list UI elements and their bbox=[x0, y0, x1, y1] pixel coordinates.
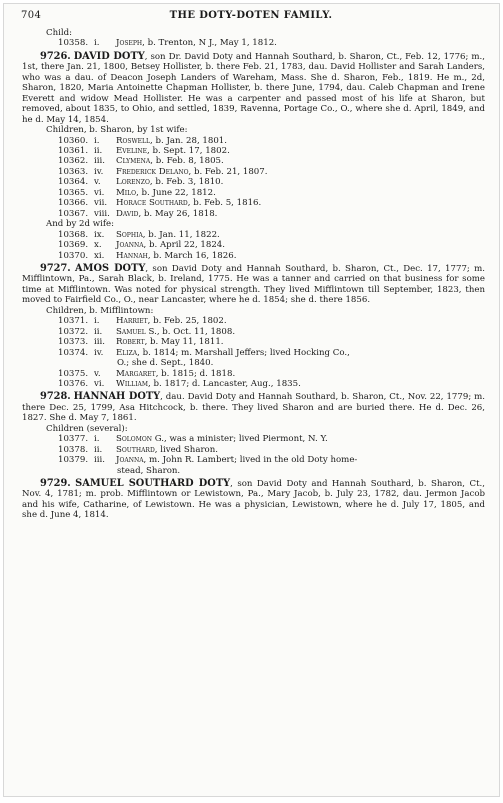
child-details: , was a minister; lived Piermont, N. Y. bbox=[164, 434, 328, 445]
child-entry bbox=[22, 146, 485, 156]
child-entry bbox=[22, 379, 485, 389]
child-details: , b. Sept. 17, 1802. bbox=[146, 145, 230, 156]
child-name: Lorenzo bbox=[116, 177, 150, 188]
children-label: Children (several): bbox=[46, 423, 128, 434]
child-id: 10358. bbox=[58, 38, 89, 49]
child-entry bbox=[22, 38, 485, 48]
child-entry bbox=[22, 136, 485, 146]
child-id: 10360. bbox=[58, 135, 89, 146]
child-roman: i. bbox=[94, 434, 100, 445]
child-id: 10365. bbox=[58, 187, 89, 198]
child-roman: v. bbox=[94, 368, 101, 379]
child-name: Joanna bbox=[116, 455, 144, 466]
child-details: , lived Sharon. bbox=[154, 444, 218, 455]
child-id: 10368. bbox=[58, 229, 89, 240]
child-roman: v. bbox=[94, 177, 101, 188]
child-name: Solomon G. bbox=[116, 434, 165, 445]
child-name: David bbox=[116, 208, 139, 219]
child-details: , b. Jan. 11, 1822. bbox=[142, 229, 220, 240]
child-entry bbox=[22, 455, 485, 465]
child-entry bbox=[22, 188, 485, 198]
running-title: THE DOTY-DOTEN FAMILY. bbox=[169, 10, 333, 21]
child-roman: xi. bbox=[94, 250, 105, 261]
child-entry bbox=[22, 251, 485, 261]
child-entry bbox=[22, 337, 485, 347]
child-name: Joanna bbox=[116, 240, 144, 251]
page-body bbox=[22, 28, 485, 521]
child-id: 10362. bbox=[58, 156, 89, 167]
child-roman: iii. bbox=[94, 455, 105, 466]
child-id: 10372. bbox=[58, 326, 89, 337]
entry-name: DAVID DOTY bbox=[73, 50, 145, 62]
child-name: Eliza bbox=[116, 347, 138, 358]
child-id: 10361. bbox=[58, 145, 89, 156]
entry-name: HANNAH DOTY bbox=[73, 391, 161, 403]
top-children-label: Child: bbox=[46, 28, 73, 38]
child-details-continued: O.; she d. Sept., 1840. bbox=[117, 358, 214, 369]
genealogy-entry bbox=[22, 264, 485, 306]
child-id: 10370. bbox=[58, 250, 89, 261]
child-details: , b. Feb. 8, 1805. bbox=[150, 156, 224, 167]
child-name: Sophia bbox=[116, 229, 143, 240]
child-name: Joseph bbox=[116, 38, 143, 49]
child-roman: ii. bbox=[94, 326, 103, 337]
child-name: Eveline bbox=[116, 145, 147, 156]
child-id: 10377. bbox=[58, 434, 89, 445]
entry-name: SAMUEL SOUTHARD DOTY bbox=[75, 478, 231, 490]
running-header bbox=[21, 10, 481, 24]
child-id: 10367. bbox=[58, 208, 89, 219]
child-entry bbox=[22, 156, 485, 166]
child-roman: ix. bbox=[94, 229, 105, 240]
child-details: , b. 1814; m. Marshall Jeffers; lived Hocking Co., bbox=[137, 347, 350, 358]
entry-number: 9727. bbox=[40, 262, 71, 274]
child-entry bbox=[22, 209, 485, 219]
entries-list bbox=[22, 49, 485, 521]
child-id: 10374. bbox=[58, 347, 89, 358]
child-entry bbox=[22, 369, 485, 379]
child-roman: vii. bbox=[94, 198, 108, 209]
entry-text: , son David Doty and Hannah Southard, b. Sharon, Ct., Nov. 4, 1781; m. prob. Mifflintown or Lewistown, Pa., Mary Jacob, b. July 23, 1782, dau. Jermon Jacob and his wife, Catharine, of Lewistown. He was a physician, Lewistown, where he d. July 17, 1805, and she d. June 4, 1814. bbox=[22, 479, 485, 521]
child-name: Samuel S. bbox=[116, 326, 157, 337]
entry-text: , son Dr. David Doty and Hannah Southard, b. Sharon, Ct., Feb. 12, 1776; m., 1st, there Jan. 21, 1800, Betsey Hollister, b. there Feb. 21, 1783, dau. David Hollister and Sarah Landers, who was a dau. of Deacon Joseph Landers of Wareham, Mass. She d. Sharon, Feb., 1819. He m., 2d, Sharon, 1820, Maria Antoinette Chapman Hollister, b. there June, 1794, dau. Caleb Chapman and Irene Everett and widow Mead Hollister. He was a carpenter and passed most of his life at Sharon, but removed, about 1835, to Ohio, and settled, 1839, Ravenna, Portage Co., O., where she d. April, 1849, and he d. May 14, 1854. bbox=[22, 51, 485, 125]
book-page bbox=[3, 3, 500, 797]
child-roman: ii. bbox=[94, 145, 103, 156]
child-roman: iv. bbox=[94, 166, 104, 177]
child-entry bbox=[22, 327, 485, 337]
child-name: Frederick Delano bbox=[116, 166, 189, 177]
child-roman: iv. bbox=[94, 347, 104, 358]
child-roman: viii. bbox=[94, 208, 110, 219]
child-name: Clymena bbox=[116, 156, 151, 167]
child-entry bbox=[22, 198, 485, 208]
entry-text: , dau. David Doty and Hannah Southard, b. Sharon, Ct., Nov. 22, 1779; m. there Dec. 25, 1799, Asa Hitchcock, b. there. They lived Sharon and are buried there. He d. Dec. 26, 1827. She d. May 7, 1861. bbox=[22, 392, 486, 424]
child-name: Milo bbox=[116, 187, 137, 198]
child-roman: iii. bbox=[94, 156, 105, 167]
child-roman: i. bbox=[94, 135, 100, 146]
children-label: And by 2d wife: bbox=[46, 219, 115, 230]
entry-name: AMOS DOTY bbox=[75, 262, 146, 274]
child-roman: vi. bbox=[94, 187, 105, 198]
child-id: 10371. bbox=[58, 316, 89, 327]
entry-text: , son David Doty and Hannah Southard, b. Sharon, Ct., Dec. 17, 1777; m. Mifflintown, Pa., Sarah Black, b. Ireland, 1775. He was a tanner and carried on that business for some time at Mifflintown. Was noted for physical strength. They lived Mifflintown till September, 1823, then moved to Fairfield Co., O., near Lancaster, where he d. 1854; she d. there 1856. bbox=[22, 263, 486, 306]
child-name: Southard bbox=[116, 444, 155, 455]
child-id: 10373. bbox=[58, 337, 89, 348]
child-roman: x. bbox=[94, 240, 102, 251]
child-entry bbox=[22, 177, 485, 187]
children-label: Children, b. Mifflintown: bbox=[46, 305, 154, 316]
child-entry bbox=[22, 445, 485, 455]
entry-number: 9726. bbox=[40, 50, 71, 62]
children-label: Children, b. Sharon, by 1st wife: bbox=[46, 125, 188, 136]
child-details: , b. Feb. 21, 1807. bbox=[188, 166, 268, 177]
child-details: , b. Feb. 25, 1802. bbox=[147, 316, 227, 327]
child-entry bbox=[22, 240, 485, 250]
child-id: 10369. bbox=[58, 240, 89, 251]
child-details: , b. Feb. 3, 1810. bbox=[149, 177, 224, 188]
child-name: Hannah bbox=[116, 250, 148, 261]
child-roman: i. bbox=[94, 316, 100, 327]
child-details: , b. Feb. 5, 1816. bbox=[187, 198, 262, 209]
child-details: , m. John R. Lambert; lived in the old Doty home- bbox=[143, 455, 358, 466]
child-name: Robert bbox=[116, 337, 145, 348]
child-details: , b. 1817; d. Lancaster, Aug., 1835. bbox=[148, 378, 301, 389]
entry-number: 9729. bbox=[40, 478, 71, 490]
entry-number: 9728. bbox=[40, 391, 71, 403]
child-name: Harriet bbox=[116, 316, 148, 327]
child-id: 10376. bbox=[58, 378, 89, 389]
child-details: , b. Oct. 11, 1808. bbox=[156, 326, 236, 337]
child-name: William bbox=[116, 378, 149, 389]
child-entry bbox=[22, 434, 485, 444]
child-details: , b. Trenton, N J., May 1, 1812. bbox=[142, 38, 277, 49]
page-number: 704 bbox=[21, 10, 42, 21]
child-roman: i. bbox=[94, 38, 100, 49]
child-entry bbox=[22, 316, 485, 326]
child-details: , b. Jan. 28, 1801. bbox=[150, 135, 228, 146]
child-name: Margaret bbox=[116, 368, 156, 379]
child-entry bbox=[22, 348, 485, 358]
child-id: 10379. bbox=[58, 455, 89, 466]
child-roman: vi. bbox=[94, 378, 105, 389]
child-name: Roswell bbox=[116, 135, 151, 146]
genealogy-entry bbox=[22, 392, 485, 423]
child-details-continued: stead, Sharon. bbox=[117, 465, 181, 476]
child-details: , b. May 26, 1818. bbox=[138, 208, 218, 219]
child-details: , b. April 22, 1824. bbox=[143, 240, 226, 251]
child-roman: ii. bbox=[94, 444, 103, 455]
child-id: 10364. bbox=[58, 177, 89, 188]
child-entry bbox=[22, 230, 485, 240]
child-details: , b. June 22, 1812. bbox=[136, 187, 216, 198]
child-roman: iii. bbox=[94, 337, 105, 348]
child-details: , b. May 11, 1811. bbox=[144, 337, 224, 348]
child-id: 10363. bbox=[58, 166, 89, 177]
child-id: 10366. bbox=[58, 198, 89, 209]
child-entry bbox=[22, 167, 485, 177]
genealogy-entry bbox=[22, 479, 485, 521]
child-details: , b. March 16, 1826. bbox=[147, 250, 237, 261]
child-details: , b. 1815; d. 1818. bbox=[155, 368, 236, 379]
child-id: 10378. bbox=[58, 444, 89, 455]
child-id: 10375. bbox=[58, 368, 89, 379]
genealogy-entry bbox=[22, 52, 485, 125]
child-name: Horace Southard bbox=[116, 198, 188, 209]
